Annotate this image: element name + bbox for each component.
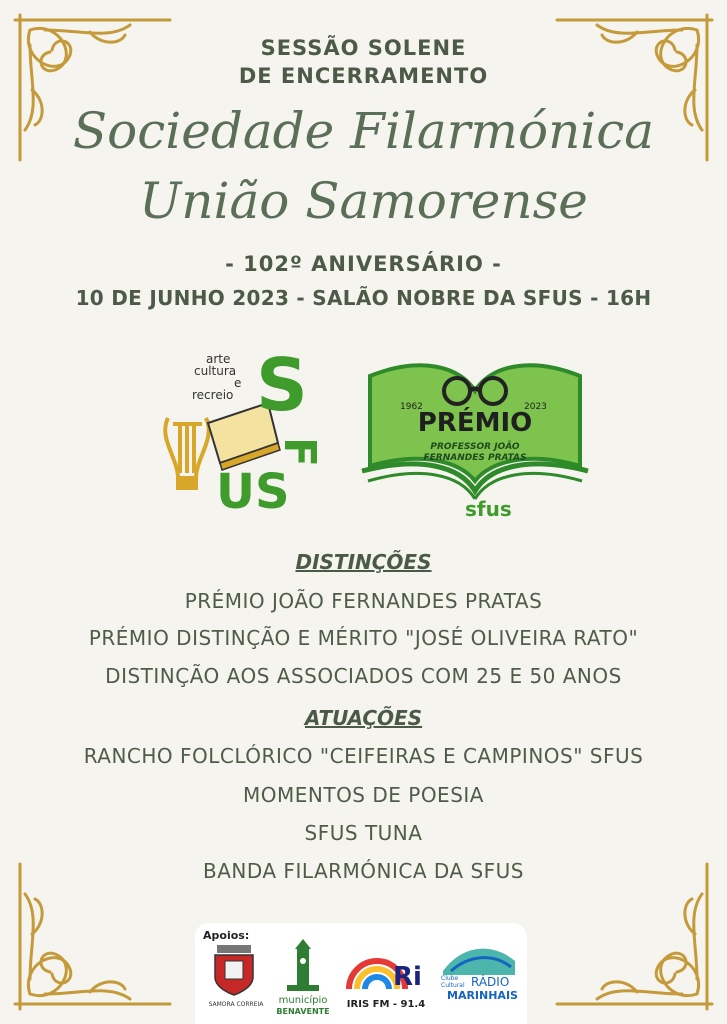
svg-text:sfus: sfus: [465, 497, 512, 521]
premio-subtitle1: PROFESSOR JOÃO: [430, 442, 520, 452]
atuacao-item: RANCHO FOLCLÓRICO "CEIFEIRAS E CAMPINOS" SFUS: [83, 744, 644, 768]
sfus-logo: [158, 348, 328, 516]
sfus-tagline-arte: arte: [206, 352, 231, 366]
sfus-tagline-recreio: recreio: [192, 388, 234, 402]
sponsors-panel: [195, 923, 527, 1024]
svg-text:F: F: [274, 437, 325, 468]
distincao-item: DISTINÇÃO AOS ASSOCIADOS COM 25 E 50 ANOS: [105, 664, 622, 688]
premio-book-graphic: [360, 356, 590, 524]
radio-marinhais-logo-icon: [441, 941, 517, 977]
distincoes-heading: DISTINÇÕES: [295, 550, 432, 574]
atuacao-item: BANDA FILARMÓNICA DA SFUS: [202, 859, 524, 883]
premio-year-end: 2023: [524, 402, 547, 412]
svg-text:Ri: Ri: [393, 962, 422, 992]
radio-clube-label: Clube: [441, 975, 459, 982]
society-name-line1: Sociedade Filarmónica: [72, 102, 655, 160]
svg-text:US: US: [216, 464, 290, 516]
sponsors-label: Apoios:: [203, 929, 250, 942]
svg-text:S: S: [256, 348, 308, 427]
premio-logo: [360, 356, 590, 524]
event-title-line1: SESSÃO SOLENE: [260, 36, 467, 60]
distincao-item: PRÉMIO DISTINÇÃO E MÉRITO "JOSÉ OLIVEIRA RATO": [88, 626, 639, 650]
sfus-tagline-e: e: [234, 376, 242, 390]
date-place-label: 10 DE JUNHO 2023 - SALÃO NOBRE DA SFUS - 16H: [75, 286, 652, 310]
iris-fm-logo-icon: [345, 949, 425, 993]
distincao-item: PRÉMIO JOÃO FERNANDES PRATAS: [184, 589, 543, 613]
radio-title-label: RÁDIO: [471, 975, 510, 989]
atuacao-item: MOMENTOS DE POESIA: [243, 783, 484, 807]
society-name-line2: União Samorense: [139, 172, 588, 230]
sfus-logo-graphic: [158, 348, 328, 516]
benavente-tower-icon: [283, 939, 323, 995]
iris-fm-label: IRIS FM - 91.4: [346, 999, 426, 1010]
atuacao-item: SFUS TUNA: [304, 821, 423, 845]
premio-year-start: 1962: [400, 402, 423, 412]
benavente-label: BENAVENTE: [276, 1007, 330, 1016]
sfus-tagline-cultura: cultura: [194, 364, 237, 378]
anniversary-label: - 102º ANIVERSÁRIO -: [225, 252, 502, 276]
samora-label: SAMORA CORREIA: [208, 1001, 264, 1008]
samora-crest-icon: [207, 945, 261, 997]
municipio-label: município: [278, 995, 328, 1006]
premio-title: PRÉMIO: [417, 408, 533, 438]
premio-subtitle2: FERNANDES PRATAS: [423, 453, 527, 463]
radio-cultural-label: Cultural: [441, 982, 465, 989]
radio-marinhais-label: MARINHAIS: [447, 989, 518, 1002]
event-title-line2: DE ENCERRAMENTO: [238, 64, 489, 88]
atuacoes-heading: ATUAÇÕES: [304, 706, 423, 730]
